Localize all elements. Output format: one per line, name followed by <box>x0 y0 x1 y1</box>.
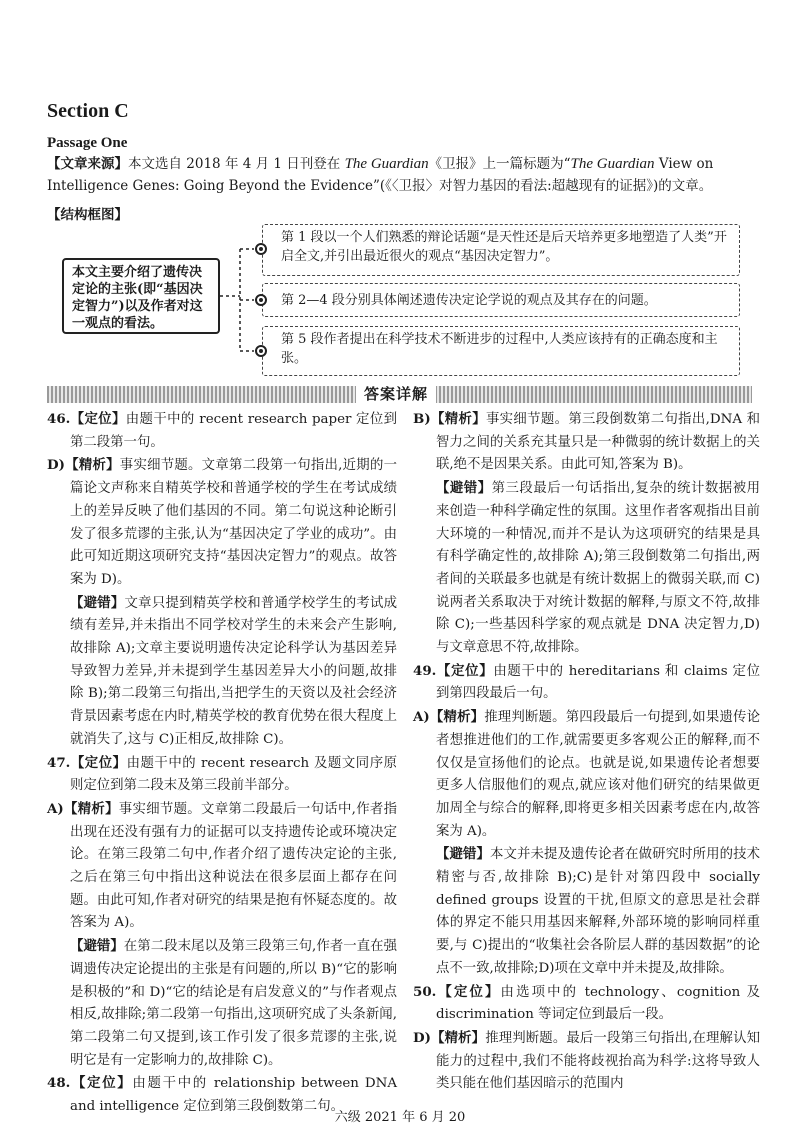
entry-tag: 【避错】 <box>436 846 491 863</box>
answer-entry <box>413 1027 760 1096</box>
connector-node-1 <box>255 243 267 255</box>
answer-entry <box>47 798 397 935</box>
entry-number: D) <box>413 1029 431 1046</box>
entry-text: 由题干中的 hereditarians 和 claims 定位到第四段最后一句。 <box>436 663 761 702</box>
connector-node-2 <box>255 294 267 306</box>
source-text-1: 本文选自 2018 年 4 月 1 日刊登在 <box>128 156 345 172</box>
entry-tag: 【精析】 <box>64 457 120 474</box>
entry-tag: 【避错】 <box>70 594 125 611</box>
entry-tag: 【定位】 <box>436 983 501 1000</box>
answer-entry <box>47 592 397 752</box>
entry-text: 文章只提到精英学校和普通学校学生的考试成绩有差异,并未指出不同学校对学生的未来会产生影响,故排除 A);文章主要说明遗传决定论科学认为基因差异导致智力差异,并未提到学生基因差异大小的问题,故排除 B);第二段第三句指出,当把学生的天资以及社会经济背景因素考虑在内时,精英学校的教育优势在很大程度上就消失了,这与 C)正相反,故排除 C)。 <box>70 595 398 747</box>
page-footer: 六级 2021 年 6 月 20 <box>334 1110 466 1125</box>
entry-text: 由题干中的 recent research paper 定位到第二段第一句。 <box>70 412 397 450</box>
connector-node-3 <box>255 345 267 357</box>
source-text-2: 《卫报》上一篇标题为“ <box>428 156 571 172</box>
answer-entry <box>47 454 397 591</box>
entry-number: 50. <box>413 983 437 1000</box>
entry-tag: 【避错】 <box>70 938 124 955</box>
entry-tag: 【精析】 <box>430 411 486 427</box>
source-article-title: The Guardian <box>570 156 655 172</box>
entry-text: 事实细节题。第三段倒数第二句指出,DNA 和智力之间的关系充其量只是一种微弱的统计数据上的关联,绝不是因果关系。由此可知,答案为 B)。 <box>436 412 761 473</box>
entry-text: 由选项中的 technology、cognition 及 discrimination 等词定位到最后一段。 <box>436 984 761 1023</box>
entry-text: 推理判断题。最后一段第三句指出,在理解认知能力的过程中,我们不能将歧视抬高为科学:这将导致人类只能在他们基因暗示的范围内 <box>436 1030 760 1092</box>
entry-tag: 【定位】 <box>70 754 127 771</box>
section-title: Section C <box>47 100 129 122</box>
answer-entry <box>413 981 760 1027</box>
answer-entry <box>413 706 760 843</box>
source-text-3: View on Intelligence Genes: Going Beyond the Evidence”(《〈卫报〉对智力基因的看法:超越现有的证据》)的文章。 <box>47 156 714 194</box>
answer-entry <box>413 660 760 706</box>
entry-text: 事实细节题。文章第二段最后一句话中,作者指出现在还没有强有力的证据可以支持遗传论或环境决定论。在第三段第二句中,作者介绍了遗传决定论的主张,之后在第三句中指出这种说法在很多层面上都存在问题。由此可知,作者对研究的结果是抱有怀疑态度的。故答案为 A)。 <box>70 801 397 931</box>
entry-number: A) <box>47 800 64 817</box>
entry-number: A) <box>413 709 430 726</box>
diagram-branch-2: 第 2—4 段分别具体阐述遗传决定论学说的观点及其存在的问题。 <box>262 283 740 317</box>
answer-entry <box>47 935 397 1072</box>
answer-entry <box>413 843 760 980</box>
entry-text: 推理判断题。第四段最后一句提到,如果遗传论者想推进他们的工作,就需要更多客观公正的解释,而不仅仅是宣扬他们的论点。也就是说,如果遗传论者想要更多人信服他们的观点,就应该对他们研究的结果做更加周全与综合的解释,即将更多相关因素考虑在内,故答案为 A)。 <box>436 710 761 839</box>
answer-header-title: 答案详解 <box>356 382 436 406</box>
entry-tag: 【定位】 <box>436 662 494 679</box>
entry-text: 由题干中的 recent research 及题文同序原则定位到第二段末及第三段前半部分。 <box>70 755 398 794</box>
source-tag: 【文章来源】 <box>47 156 128 172</box>
left-column <box>47 408 397 1119</box>
entry-number: B) <box>413 411 431 427</box>
entry-text: 在第二段末尾以及第三段第三句,作者一直在强调遗传决定论提出的主张是有问题的,所以 B)“它的影响是积极的”和 D)“它的结论是有启发意义的”与作者观点相反,故排除;第二段第一句指出,这项研究成了头条新闻,第二段第二句又提到,该工作引发了很多荒谬的主张,说明它是有一定影响力的,故排除 C)。 <box>70 939 397 1068</box>
entry-text: 事实细节题。文章第二段第一句指出,近期的一篇论文声称来自精英学校和普通学校的学生在考试成绩上的差异反映了他们基因的不同。第二句说这种论断引发了很多荒谬的主张,认为“基因决定了学业的成功”。由此可知近期这项研究支持“基因决定智力”的观点。故答案为 D)。 <box>70 458 397 587</box>
answer-entry <box>47 752 397 798</box>
entry-number: 47. <box>47 754 71 771</box>
structure-label: 【结构框图】 <box>47 207 128 223</box>
entry-tag: 【精析】 <box>430 1029 486 1046</box>
entry-tag: 【定位】 <box>70 411 126 427</box>
passage-title: Passage One <box>47 135 128 151</box>
entry-text: 第三段最后一句话指出,复杂的统计数据被用来创造一种科学确定性的氛围。这里作者客观指出目前大环境的一种情况,而并不是认为这项研究的结果是具有科学确定性的,故排除 A);第三段倒数第二句指出,两者间的关联最多也就是有统计数据上的微弱关联,而 C)说两者关系取决于对统计数据的解释,与原文不符,故排除 C);一些基因科学家的观点就是 DNA 决定智力,D)与文章意思不符,故排除。 <box>436 481 760 656</box>
entry-number: 49. <box>413 662 437 679</box>
entry-text: 由题干中的 relationship between DNA and intelligence 定位到第三段倒数第二句。 <box>70 1076 398 1115</box>
right-column <box>413 408 760 1096</box>
entry-number: D) <box>47 457 65 474</box>
source-publication: The Guardian <box>344 156 429 172</box>
diagram-summary-box: 本文主要介绍了遗传决定论的主张(即“基因决定智力”)以及作者对这一观点的看法。 <box>62 258 220 334</box>
entry-tag: 【避错】 <box>436 480 492 497</box>
answer-entry <box>413 477 760 660</box>
entry-number: 46. <box>47 411 71 427</box>
entry-tag: 【定位】 <box>70 1075 133 1092</box>
diagram-branch-3: 第 5 段作者提出在科学技术不断进步的过程中,人类应该持有的正确态度和主张。 <box>262 326 740 376</box>
entry-tag: 【精析】 <box>429 709 485 726</box>
diagram-branch-1: 第 1 段以一个人们熟悉的辩论话题“是天性还是后天培养更多地塑造了人类”开启全文,并引出最近很火的观点“基因决定智力”。 <box>262 224 740 276</box>
entry-number: 48. <box>47 1075 71 1092</box>
answer-entry <box>47 408 397 454</box>
answer-entry <box>413 408 760 477</box>
entry-text: 本文并未提及遗传论者在做研究时所用的技术精密与否,故排除 B);C)是针对第四段中 socially defined groups 设置的干扰,但原文的意思是社会群体的界定不能只用基因来解释,外部环境的影响同样重要,与 C)提出的“收集社会各阶层人群的基因数据”的论点不一致,故排除;D)项在文章中并未提及,故排除。 <box>436 847 761 976</box>
entry-tag: 【精析】 <box>63 800 119 817</box>
